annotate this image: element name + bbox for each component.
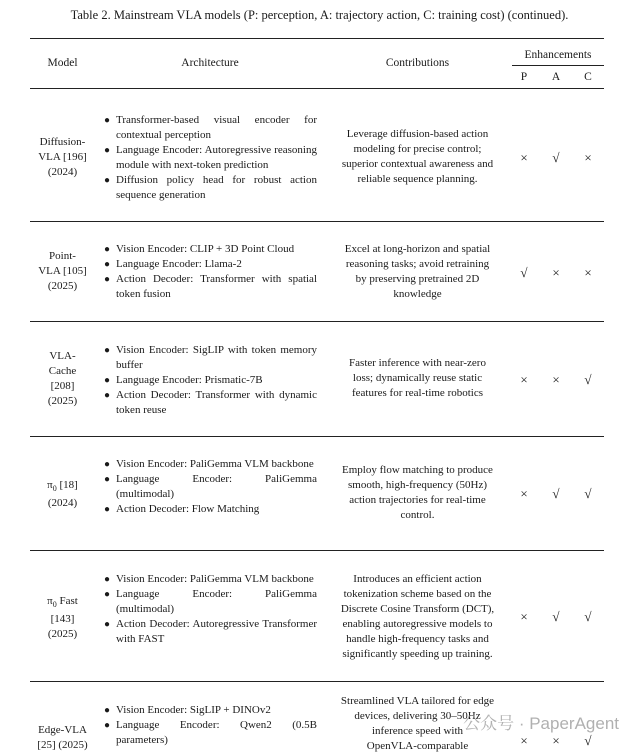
header-contributions: Contributions [385,57,450,69]
list-item: ● Transformer-based visual encoder for contextual perception [104,114,317,141]
watermark: 公众号 · PaperAgent [463,714,619,733]
row-5-contributions: Streamlined VLA tailored for edge devices, delivering 30–50Hz inference speed with OpenVLA-comparable [340,695,495,752]
row-1-architecture [102,242,317,302]
row-5-model: Edge-VLA [25] (2025) [37,724,88,751]
row-1-c: × [584,265,592,280]
row-2-contributions: Faster inference with near-zero loss; dynamically reuse static features for real-time robotics [349,357,486,399]
row-4-model: $\pi_0$ Fast [143] (2025) [47,595,78,641]
list-item: ● Diffusion policy head for robust action sequence generation [104,174,317,201]
row-1-a: × [552,265,560,280]
row-2-model: VLA- Cache [208] (2025) [47,350,78,407]
enhancements-rule [512,65,604,66]
header-architecture: Architecture [181,57,239,69]
list-item: ● Vision Encoder: CLIP + 3D Point Cloud [104,243,295,255]
list-item: ● Vision Encoder: SigLIP with token memory buffer [104,344,317,371]
row-3-contributions: Employ flow matching to produce smooth, high-frequency (50Hz) action trajectories for real-time control. [342,464,493,521]
list-item: ● Language Encoder: Qwen2 (0.5B parameters) [104,719,317,746]
list-item: ● Action Decoder: Flow Matching [104,503,260,515]
row-5-c: √ [584,733,592,748]
header-c: C [584,71,592,83]
header-a: A [551,71,561,83]
list-item: ● Action Decoder: Transformer with dynamic token reuse [104,389,317,416]
row-divider [30,681,604,682]
list-item: ● Language Encoder: PaliGemma (multimodal) [104,473,317,500]
header-rule [30,88,604,89]
header-enhancements: Enhancements [524,49,592,61]
row-divider [30,321,604,322]
row-4-c: √ [584,609,592,624]
row-divider [30,436,604,437]
header-p: P [520,71,528,83]
row-2-architecture [102,343,317,418]
row-4-p: × [520,609,528,624]
row-5-a: × [552,733,560,748]
row-1-contributions: Excel at long-horizon and spatial reasoning tasks; avoid retraining by preserving pretrained 2D knowledge [344,243,491,300]
row-0-c: × [584,150,592,165]
row-0-p: × [520,150,528,165]
row-1-model: Point- VLA [105] (2025) [38,250,87,292]
list-item: ● Language Encoder: Llama-2 [104,258,242,270]
row-2-p: × [520,372,528,387]
list-item: ● Action Decoder: Autoregressive Transformer with FAST [104,618,317,645]
row-3-architecture [102,457,317,517]
row-3-p: × [520,486,528,501]
row-4-architecture [102,572,317,647]
table-caption: Table 2. Mainstream VLA models (P: perception, A: trajectory action, C: training cost) (continued). [70,8,569,22]
row-2-c: √ [584,372,592,387]
row-5-p: × [520,733,528,748]
row-divider [30,550,604,551]
row-1-p: √ [520,265,528,280]
list-item: ● Vision Encoder: PaliGemma VLM backbone [104,458,314,470]
header-model: Model [47,57,78,69]
row-0-model: Diffusion- VLA [196] (2024) [38,136,87,178]
row-3-model: $\pi_0$ [18] (2024) [47,479,78,510]
list-item: ● Language Encoder: Autoregressive reasoning module with next-token prediction [104,144,317,171]
list-item: ● Vision Encoder: PaliGemma VLM backbone [104,573,314,585]
row-5-architecture [102,703,317,748]
row-3-a: √ [552,486,560,501]
list-item: ● Vision Encoder: SigLIP + DINOv2 [104,704,271,716]
top-rule [30,38,604,39]
list-item: ● Language Encoder: Prismatic-7B [104,374,263,386]
list-item: ● Language Encoder: PaliGemma (multimodal) [104,588,317,615]
row-0-architecture [102,113,317,203]
row-divider [30,221,604,222]
row-4-contributions: Introduces an efficient action tokenization scheme based on the Discrete Cosine Transform (DCT), enabling autoregressive models to handle high-frequency tasks and significantly speeding up training. [340,573,495,660]
row-2-a: × [552,372,560,387]
row-4-a: √ [552,609,560,624]
list-item: ● Action Decoder: Transformer with spatial token fusion [104,273,317,300]
row-0-contributions: Leverage diffusion-based action modeling for precise control; superior contextual awareness and reliable sequence planning. [341,128,494,185]
row-0-a: √ [552,150,560,165]
row-3-c: √ [584,486,592,501]
